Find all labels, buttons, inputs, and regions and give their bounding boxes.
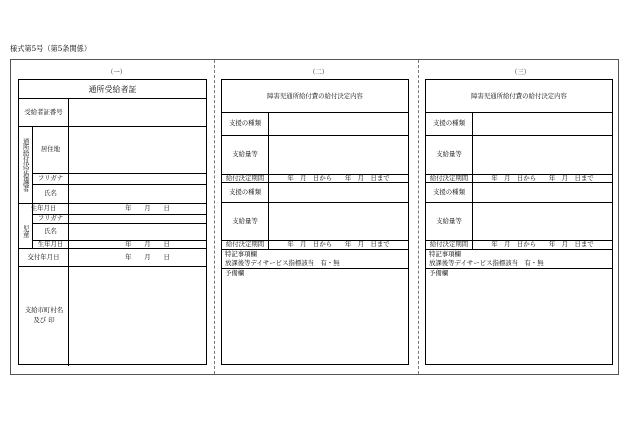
section3-table [425,79,613,365]
special-notes-label: 特記事項欄 [225,250,257,258]
furigana-label: フリガナ [37,174,64,183]
service-type-value[interactable] [269,112,408,135]
period-value-2: 年 月 日から 年 月 日まで [491,240,594,249]
period-label: 給付決定期間 [225,173,265,182]
section1-number: （一） [107,68,127,76]
after-school-indicator: 放課後等デイサービス指標該当 有・無 [429,259,544,267]
issue-date-value: 年 月 日 [125,252,170,261]
section3-title: 障害児通所給付費の給付決定内容 [471,91,567,100]
address-label: 居住地 [40,145,61,154]
service-type-label: 支援の種類 [433,119,465,128]
section2-number: （二） [309,68,329,76]
service-type-value-2[interactable] [473,182,612,202]
child-name-label: 氏名 [44,227,57,236]
amount-label: 支給量等 [232,150,258,159]
child-birthdate-value: 年 月 日 [125,239,170,248]
period-label-2: 給付決定期間 [225,240,265,249]
recipient-certificate-table [18,79,207,365]
service-type-label: 支援の種類 [229,119,261,128]
recipient-number-value[interactable] [69,98,206,126]
name-label: 氏名 [44,189,57,198]
period-value: 年 月 日から 年 月 日まで [287,173,390,182]
period-value-2: 年 月 日から 年 月 日まで [287,240,390,249]
guardian-group-label: 通所給付決定保護者 [21,137,30,192]
child-furigana-label: フリガナ [37,214,64,223]
special-notes-label: 特記事項欄 [429,250,461,258]
section-divider-2 [418,60,419,374]
remarks-label: 予備欄 [429,269,449,277]
section3-number: （三） [511,68,531,76]
after-school-indicator: 放課後等デイサービス指標該当 有・無 [225,259,340,267]
birthdate-value: 年 月 日 [125,204,170,213]
remarks-label: 予備欄 [225,269,245,277]
recipient-number-label: 受給者証番号 [24,107,63,116]
service-type-value-2[interactable] [269,182,408,202]
period-label-2: 給付決定期間 [429,240,469,249]
section2-title: 障害児通所給付費の給付決定内容 [267,91,363,100]
period-label: 給付決定期間 [429,173,469,182]
amount-value-2[interactable] [269,202,408,240]
child-group-label: 児童 [21,225,30,237]
amount-label: 支給量等 [436,150,462,159]
child-birthdate-label: 生年月日 [37,239,64,248]
issue-date-label: 交付年月日 [27,252,60,261]
amount-value[interactable] [269,135,408,174]
service-type-label-2: 支援の種類 [433,187,465,196]
municipality-seal-area[interactable] [69,266,206,366]
service-type-value[interactable] [473,112,612,135]
birthdate-label: 生年月日 [30,204,57,213]
period-value: 年 月 日から 年 月 日まで [491,173,594,182]
amount-label-2: 支給量等 [232,216,258,225]
service-type-label-2: 支援の種類 [229,187,261,196]
section2-table [221,79,409,365]
section-divider-1 [214,60,215,374]
section1-title: 通所受給者証 [88,84,137,94]
form-title: 様式第5号（第5条関係） [10,44,92,53]
address-value[interactable] [69,126,206,173]
amount-value[interactable] [473,135,612,174]
municipality-label: 支給市町村名及び 印 [24,306,64,324]
amount-value-2[interactable] [473,202,612,240]
amount-label-2: 支給量等 [436,216,462,225]
